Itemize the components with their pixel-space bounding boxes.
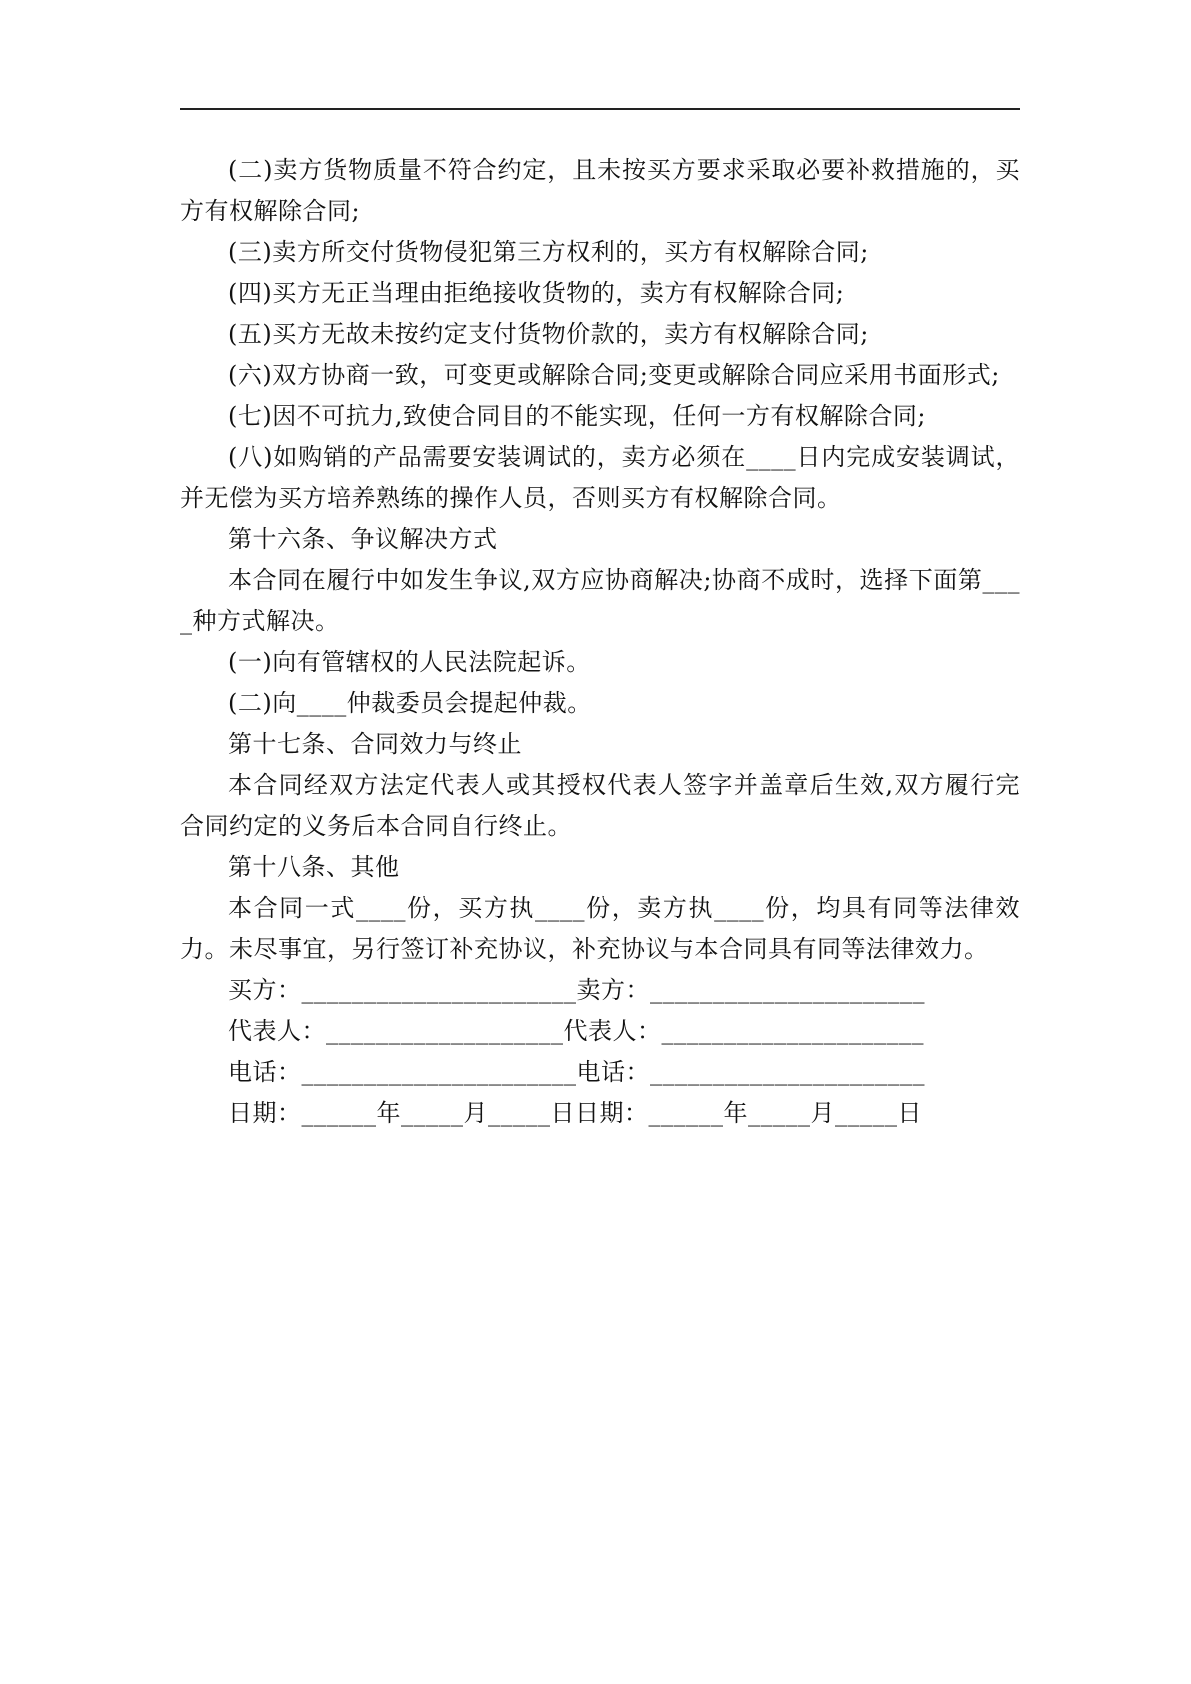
article-18-body: 本合同一式____份，买方执____份，卖方执____份，均具有同等法律效力。未尽事宜，另行签订补充协议，补充协议与本合同具有同等法律效力。 — [180, 894, 1020, 963]
signature-date-line: 日期：______年_____月_____日日期：______年_____月_____日 — [228, 1099, 922, 1127]
clause-item-7: (七)因不可抗力,致使合同目的不能实现，任何一方有权解除合同; — [228, 402, 926, 430]
signature-representative-line: 代表人：___________________代表人：_____________________ — [228, 1017, 924, 1045]
clause-item-2: (二)卖方货物质量不符合约定，且未按买方要求采取必要补救措施的，买方有权解除合同; — [180, 156, 1020, 225]
article-16-heading: 第十六条、争议解决方式 — [228, 525, 498, 553]
document-body — [180, 150, 1020, 1134]
clause-item-8: (八)如购销的产品需要安装调试的，卖方必须在____日内完成安装调试，并无偿为买方培养熟练的操作人员，否则买方有权解除合同。 — [180, 443, 1020, 512]
article-17-body: 本合同经双方法定代表人或其授权代表人签字并盖章后生效,双方履行完合同约定的义务后本合同自行终止。 — [180, 771, 1020, 840]
clause-item-6: (六)双方协商一致，可变更或解除合同;变更或解除合同应采用书面形式; — [228, 361, 1000, 389]
article-18-heading: 第十八条、其他 — [228, 853, 400, 881]
signature-phone-line: 电话：______________________电话：______________________ — [228, 1058, 925, 1086]
article-16-body: 本合同在履行中如发生争议,双方应协商解决;协商不成时，选择下面第____种方式解决。 — [180, 566, 1020, 635]
dispute-option-2: (二)向____仲裁委员会提起仲裁。 — [228, 689, 592, 717]
article-17-heading: 第十七条、合同效力与终止 — [228, 730, 522, 758]
clause-item-5: (五)买方无故未按约定支付货物价款的，卖方有权解除合同; — [228, 320, 869, 348]
header-rule — [180, 108, 1020, 110]
clause-item-4: (四)买方无正当理由拒绝接收货物的，卖方有权解除合同; — [228, 279, 845, 307]
clause-item-3: (三)卖方所交付货物侵犯第三方权利的，买方有权解除合同; — [228, 238, 869, 266]
dispute-option-1: (一)向有管辖权的人民法院起诉。 — [228, 648, 591, 676]
signature-party-line: 买方：______________________卖方：______________________ — [228, 976, 925, 1004]
